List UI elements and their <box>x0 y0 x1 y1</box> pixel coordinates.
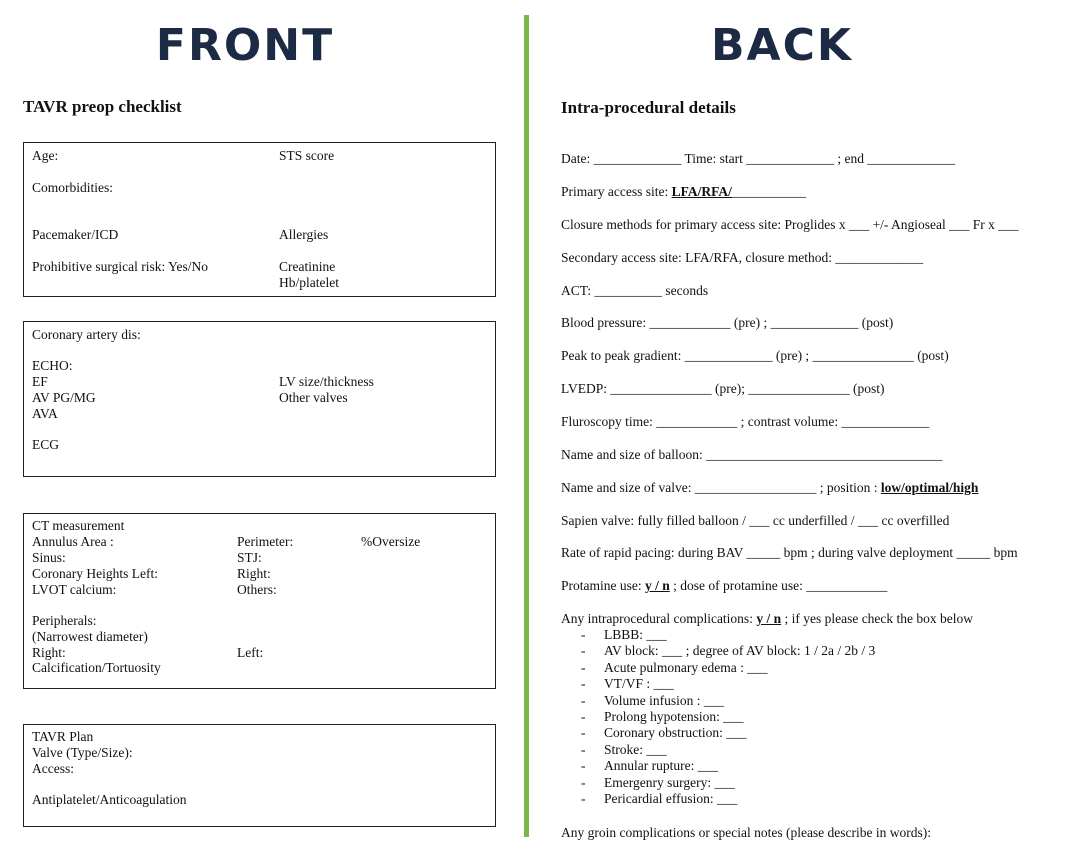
protamine-label: Protamine use: <box>561 578 642 593</box>
echo-label: ECHO: <box>32 358 73 373</box>
list-item: - Pericardial effusion: ___ <box>581 791 738 807</box>
list-item: - Annular rupture: ___ <box>581 758 718 774</box>
tavr-plan-box <box>23 724 496 827</box>
groin-complications-line: Any groin complications or special notes (please describe in words): <box>561 825 932 840</box>
start-time-label: Time: start <box>684 151 743 166</box>
other-valves-label: Other valves <box>279 390 348 405</box>
comorbidities-label: Comorbidities: <box>32 180 113 195</box>
gradient-line: Peak to peak gradient: _____________ (pre) ; _______________ (post) <box>561 348 949 363</box>
lvedp-line: LVEDP: _______________ (pre); _______________ (post) <box>561 381 885 396</box>
lv-size-label: LV size/thickness <box>279 374 374 389</box>
narrowest-diameter-label: (Narrowest diameter) <box>32 629 148 644</box>
primary-access-label: Primary access site: <box>561 184 669 199</box>
peripheral-left-label: Left: <box>237 645 264 660</box>
list-item: - Prolong hypotension: ___ <box>581 709 744 725</box>
ct-measurement-label: CT measurement <box>32 518 125 533</box>
protamine-dose: ; dose of protamine use: ____________ <box>673 578 888 593</box>
annulus-area-label: Annulus Area : <box>32 534 114 549</box>
blood-pressure-line: Blood pressure: ____________ (pre) ; _____________ (post) <box>561 315 894 330</box>
list-item: - Emergenry surgery: ___ <box>581 774 735 790</box>
rapid-pacing-line: Rate of rapid pacing: during BAV _____ bpm ; during valve deployment _____ bpm <box>561 545 1018 560</box>
oversize-label: %Oversize <box>361 534 421 549</box>
front-header: FRONT <box>155 20 335 71</box>
coronary-artery-label: Coronary artery dis: <box>32 327 141 342</box>
ef-label: EF <box>32 374 48 389</box>
calcification-label: Calcification/Tortuosity <box>32 660 161 675</box>
valve-line <box>561 480 978 496</box>
complications-line <box>561 611 973 627</box>
valve-type-label: Valve (Type/Size): <box>32 745 133 760</box>
coronary-heights-right-label: Right: <box>237 566 271 581</box>
valve-position-options: low/optimal/high <box>880 480 979 495</box>
date-label: Date: <box>561 151 591 166</box>
antiplatelet-label: Antiplatelet/Anticoagulation <box>32 792 187 807</box>
pacemaker-label: Pacemaker/ICD <box>32 227 119 242</box>
age-label: Age: <box>32 148 59 163</box>
primary-access-blank: ___________ <box>731 184 807 199</box>
act-line: ACT: __________ seconds <box>561 283 709 298</box>
av-pg-mg-label: AV PG/MG <box>32 390 96 405</box>
access-label: Access: <box>32 761 74 776</box>
ecg-label: ECG <box>32 437 59 452</box>
list-item: - VT/VF : ___ <box>581 676 674 692</box>
back-header: BACK <box>711 20 853 71</box>
allergies-label: Allergies <box>279 227 329 242</box>
start-time-blank: _____________ <box>746 151 835 166</box>
date-time-line <box>561 151 955 167</box>
list-item: - Volume infusion : ___ <box>581 692 725 708</box>
primary-access-line <box>561 184 806 200</box>
hb-platelet-label: Hb/platelet <box>279 275 339 290</box>
list-item: - AV block: ___ ; degree of AV block: 1 / 2a / 2b / 3 <box>581 643 876 659</box>
front-title: TAVR preop checklist <box>23 97 182 116</box>
protamine-yes-no: y / n <box>645 578 670 593</box>
sapien-line: Sapien valve: fully filled balloon / ___ cc underfilled / ___ cc overfilled <box>561 513 950 528</box>
patient-info-box <box>23 142 496 297</box>
complications-yes-no: y / n <box>756 611 782 626</box>
list-item: - Coronary obstruction: ___ <box>581 725 747 741</box>
end-time-label: ; end <box>837 151 865 166</box>
protamine-line <box>561 578 887 594</box>
ava-label: AVA <box>32 406 58 421</box>
tavr-plan-label: TAVR Plan <box>32 729 94 744</box>
date-blank: _____________ <box>593 151 682 166</box>
coronary-heights-left-label: Coronary Heights Left: <box>32 566 158 581</box>
peripheral-right-label: Right: <box>32 645 66 660</box>
creatinine-label: Creatinine <box>279 259 336 274</box>
sinus-label: Sinus: <box>32 550 66 565</box>
list-item: - Acute pulmonary edema : ___ <box>581 659 768 675</box>
primary-access-value: LFA/RFA/ <box>671 184 732 199</box>
complications-list <box>561 627 875 807</box>
end-time-blank: _____________ <box>867 151 956 166</box>
others-label: Others: <box>237 582 277 597</box>
complications-label: Any intraprocedural complications: <box>561 611 753 626</box>
list-item: - Stroke: ___ <box>581 741 667 757</box>
back-title: Intra-procedural details <box>561 98 736 117</box>
closure-methods-line: Closure methods for primary access site: Proglides x ___ +/- Angioseal ___ Fr x ___ <box>561 217 1019 232</box>
stj-label: STJ: <box>237 550 262 565</box>
lvot-calcium-label: LVOT calcium: <box>32 582 117 597</box>
secondary-access-line: Secondary access site: LFA/RFA, closure method: _____________ <box>561 250 924 265</box>
ct-measurement-box <box>23 513 496 689</box>
cardiac-box <box>23 321 496 477</box>
green-divider <box>524 15 529 837</box>
list-item: - LBBB: ___ <box>581 627 667 642</box>
complications-instruction: ; if yes please check the box below <box>784 611 974 626</box>
balloon-line: Name and size of balloon: ___________________________________ <box>561 447 943 462</box>
fluoroscopy-line: Fluroscopy time: ____________ ; contrast volume: _____________ <box>561 414 930 429</box>
valve-text: Name and size of valve: __________________ ; position : <box>561 480 878 495</box>
surgical-risk-label: Prohibitive surgical risk: Yes/No <box>32 259 209 274</box>
perimeter-label: Perimeter: <box>237 534 294 549</box>
peripherals-label: Peripherals: <box>32 613 97 628</box>
sts-score-label: STS score <box>279 148 335 163</box>
